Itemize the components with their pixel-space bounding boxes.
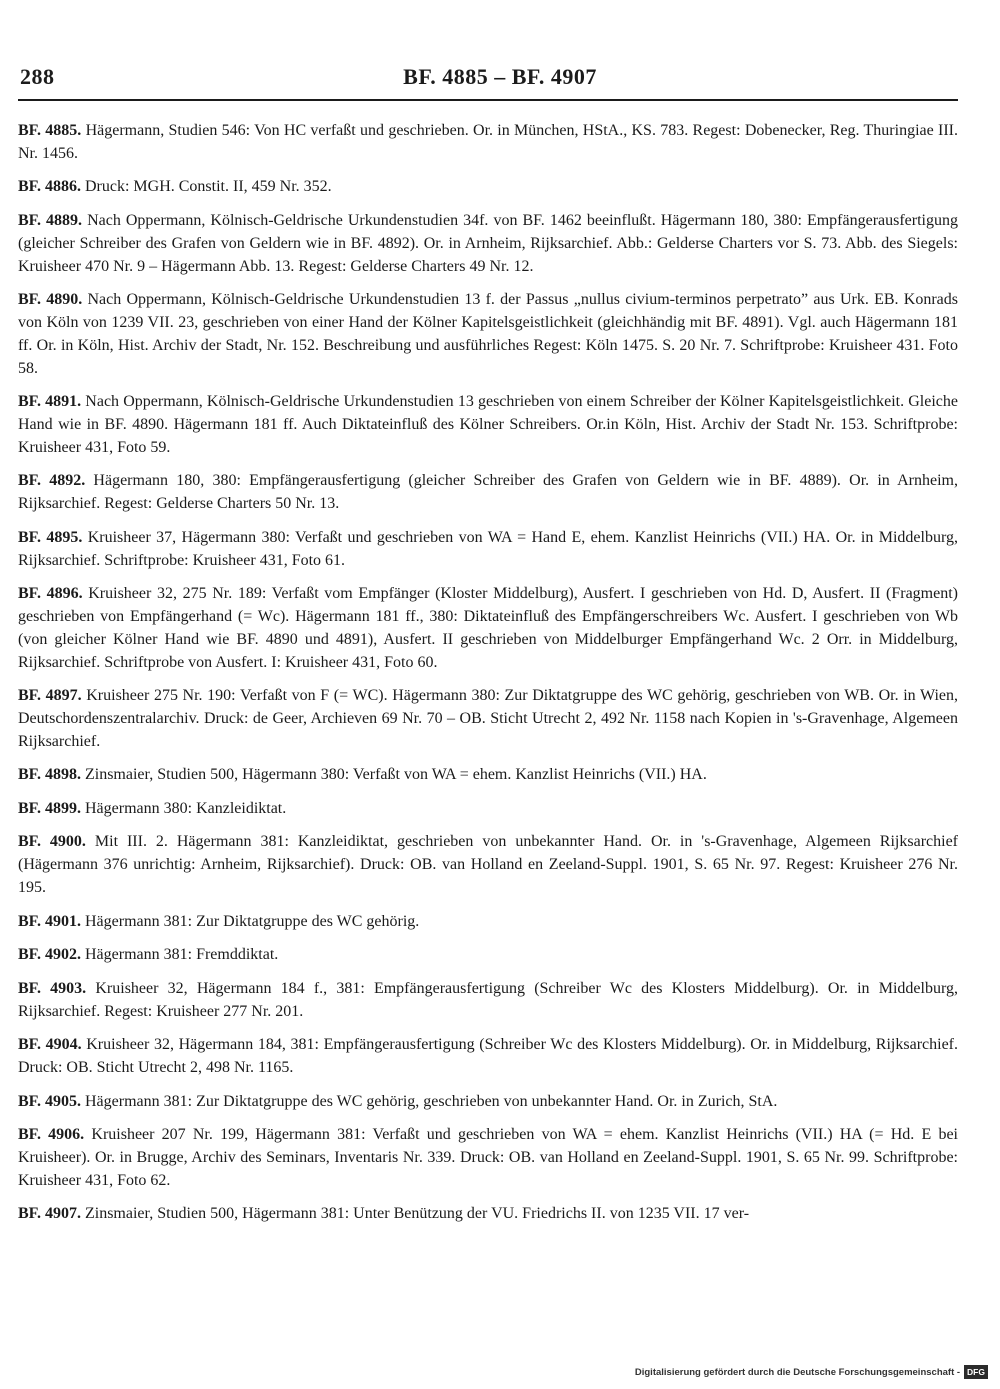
entry-id: BF. 4901. [18, 912, 81, 930]
entry-id: BF. 4905. [18, 1092, 81, 1110]
header-rule [18, 99, 958, 101]
entry-text: Druck: MGH. Constit. II, 459 Nr. 352. [84, 178, 332, 196]
entry [18, 391, 958, 459]
entry [18, 831, 958, 899]
entry [18, 911, 958, 934]
entry-text: Nach Oppermann, Kölnisch-Geldrische Urkundenstudien 34f. von BF. 1462 beeinflußt. Hägermann 180, 380: Empfängerausfertigung (gleicher Schreiber des Grafen von Geldern wie in BF. 4892). Or. in Arnheim, Rijksarchief. Abb.: Gelderse Charters vor S. 73. Abb. des Siegels: Kruisheer 470 Nr. 9 – Hägermann Abb. 13. Regest: Gelderse Charters 49 Nr. 12. [18, 211, 959, 275]
entry [18, 764, 958, 787]
entry-list [18, 120, 958, 1226]
entry-id: BF. 4896. [18, 585, 83, 603]
entry-text: Kruisheer 275 Nr. 190: Verfaßt von F (= WC). Hägermann 380: Zur Diktatgruppe des WC gehörig, geschrieben von WB. Or. in Wien, Deutschordenszentralarchiv. Druck: de Geer, Archieven 69 Nr. 70 – OB. Sticht Utrecht 2, 492 Nr. 1158 nach Kopien in 's-Gravenhage, Algemeen Rijksarchief. [18, 687, 959, 750]
dfg-credit-text: Digitalisierung gefördert durch die Deutsche Forschungsgemeinschaft - [634, 1366, 961, 1378]
entry-id: BF. 4885. [18, 122, 82, 139]
entry-text: Zinsmaier, Studien 500, Hägermann 381: Unter Benützung der VU. Friedrichs II. von 1235 VII. 17 ver- [84, 1205, 750, 1223]
entry [18, 1124, 958, 1192]
entry-id: BF. 4886. [18, 178, 81, 196]
entry-id: BF. 4899. [18, 799, 81, 817]
entry-text: Kruisheer 32, Hägermann 184 f., 381: Empfängerausfertigung (Schreiber Wc des Klosters Middelburg). Or. in Middelburg, Rijksarchief. Regest: Kruisheer 277 Nr. 201. [18, 979, 958, 1020]
entry-id: BF. 4904. [18, 1036, 82, 1054]
entry-text: Hägermann 381: Zur Diktatgruppe des WC gehörig, geschrieben von unbekannter Hand. Or. in Zurich, StA. [84, 1092, 778, 1110]
entry-text: Kruisheer 207 Nr. 199, Hägermann 381: Verfaßt und geschrieben von WA = ehem. Kanzlist Heinrichs (VII.) HA (= Hd. E bei Kruisheer). Or. in Brugge, Archiv des Seminars, Inventaris Nr. 339. Druck: OB. van Holland en Zeeland-Suppl. 1901, S. 65 Nr. 99. Schriftprobe: Kruisheer 431, Foto 62. [18, 1126, 959, 1189]
entry-text: Kruisheer 32, 275 Nr. 189: Verfaßt vom Empfänger (Kloster Middelburg), Ausfert. I geschrieben von Hd. D, Ausfert. II (Fragment) geschrieben von Empfängerhand (= Wc). Hägermann 181 ff., 380: Diktateinfluß des Empfängerschreibers Wc. Ausfert. I geschrieben von Wb (von gleicher Kölner Hand wie BF. 4890 und 4891), Ausfert. II geschrieben von Middelburger Empfängerhand Wc. 2 Orr. in Middelburg, Rijksarchief. Schriftprobe von Ausfert. I: Kruisheer 431, Foto 60. [18, 585, 959, 671]
entry [18, 1034, 958, 1080]
entry [18, 527, 958, 573]
entry [18, 978, 958, 1024]
entry-text: Hägermann, Studien 546: Von HC verfaßt und geschrieben. Or. in München, HStA., KS. 783. Regest: Dobenecker, Reg. Thuringiae III. Nr. 1456. [18, 122, 959, 162]
entry-text: Kruisheer 37, Hägermann 380: Verfaßt und geschrieben von WA = Hand E, ehem. Kanzlist Heinrichs (VII.) HA. Or. in Middelburg, Rijksarchief. Schriftprobe: Kruisheer 431, Foto 61. [18, 528, 959, 569]
entry [18, 583, 958, 674]
entry-id: BF. 4906. [18, 1126, 85, 1144]
entry-text: Zinsmaier, Studien 500, Hägermann 380: Verfaßt von WA = ehem. Kanzlist Heinrichs (VII.) HA. [84, 766, 707, 784]
page-number: 288 [20, 64, 55, 89]
dfg-logo: DFG [964, 1365, 988, 1379]
entry-text: Hägermann 381: Fremddiktat. [84, 946, 279, 964]
entry [18, 944, 958, 967]
entry-text: Hägermann 180, 380: Empfängerausfertigung (gleicher Schreiber des Grafen von Geldern wie in BF. 4889). Or. in Arnheim, Rijksarchief. Regest: Gelderse Charters 50 Nr. 13. [18, 472, 959, 513]
entry [18, 289, 958, 380]
entry [18, 798, 958, 821]
entry-id: BF. 4892. [18, 472, 86, 490]
entry-id: BF. 4898. [18, 766, 81, 784]
entry-id: BF. 4891. [18, 393, 82, 411]
running-title: BF. 4885 – BF. 4907 [403, 64, 597, 89]
entry-id: BF. 4890. [18, 291, 83, 309]
entry-text: Nach Oppermann, Kölnisch-Geldrische Urkundenstudien 13 f. der Passus „nullus civium-terminos perpetrato” aus Urk. EB. Konrads von Köln von 1239 VII. 23, geschrieben von einer Hand der Kölner Kapitelsgeistlichkeit (gleichhändig mit BF. 4891). Vgl. auch Hägermann 181 ff. Or. in Köln, Hist. Archiv der Stadt, Nr. 152. Beschreibung und ausführliches Regest: Köln 1475. S. 20 Nr. 7. Schriftprobe: Kruisheer 431. Foto 58. [18, 291, 958, 377]
entry [18, 176, 958, 199]
entry [18, 1203, 958, 1226]
footer-credit [635, 1363, 988, 1381]
entry-text: Hägermann 380: Kanzleidiktat. [84, 799, 287, 817]
entry-id: BF. 4897. [18, 687, 82, 705]
entry-id: BF. 4907. [18, 1205, 81, 1223]
entry-id: BF. 4895. [18, 528, 83, 546]
entry-id: BF. 4902. [18, 946, 81, 964]
entry-id: BF. 4889. [18, 211, 83, 229]
entry [18, 210, 958, 278]
entry-text: Nach Oppermann, Kölnisch-Geldrische Urkundenstudien 13 geschrieben von einem Schreiber der Kölner Kapitelsgeistlichkeit. Gleiche Hand wie in BF. 4890. Hägermann 181 ff. Auch Diktateinfluß des Kölner Schreibers. Or.in Köln, Hist. Archiv der Stadt Nr. 153. Schriftprobe: Kruisheer 431, Foto 59. [18, 393, 958, 456]
entry-text: Kruisheer 32, Hägermann 184, 381: Empfängerausfertigung (Schreiber Wc des Klosters Middelburg). Or. in Middelburg, Rijksarchief. Druck: OB. Sticht Utrecht 2, 498 Nr. 1165. [18, 1036, 959, 1077]
entry-id: BF. 4903. [18, 979, 87, 997]
entry [18, 120, 958, 166]
entry-text: Mit III. 2. Hägermann 381: Kanzleidiktat, geschrieben von unbekannter Hand. Or. in 's-Gravenhage, Algemeen Rijksarchief (Hägermann 376 unrichtig: Arnheim, Rijksarchief). Druck: OB. van Holland en Zeeland-Suppl. 1901, S. 65 Nr. 97. Regest: Kruisheer 276 Nr. 195. [18, 833, 959, 897]
entry-text: Hägermann 381: Zur Diktatgruppe des WC gehörig. [84, 912, 420, 930]
entry [18, 470, 958, 516]
entry [18, 685, 958, 753]
entry-id: BF. 4900. [18, 833, 86, 851]
entry [18, 1091, 958, 1114]
